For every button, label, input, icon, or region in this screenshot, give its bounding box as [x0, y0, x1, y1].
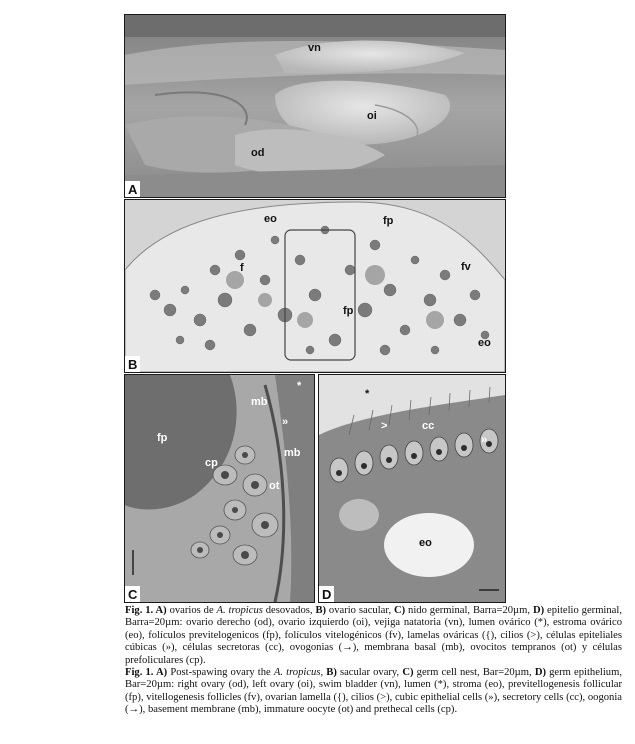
- label-fp-top: fp: [383, 215, 394, 227]
- caption-es-panel-key: A): [155, 605, 167, 616]
- caption-english: [125, 667, 622, 717]
- caption-es-panel-key: C): [393, 605, 406, 616]
- caption-en-text: ,: [320, 667, 327, 679]
- label-ot: ot: [269, 480, 280, 492]
- symbol-lumen: *: [297, 380, 302, 392]
- symbol-cilia: >: [381, 420, 388, 432]
- caption-en-text: germ cell nest, Bar=20µm,: [413, 667, 535, 679]
- panel-letter-b: B: [125, 356, 140, 372]
- caption-en-panel-key: D): [534, 667, 546, 679]
- caption-en-species-name: A. tropicus: [273, 667, 321, 679]
- caption-es-text: desovados,: [262, 605, 316, 616]
- label-vn: vn: [308, 42, 321, 54]
- caption-en-panel-key: B): [326, 667, 337, 679]
- symbol-cubic-cells: »: [481, 434, 488, 446]
- panel-b-image: [125, 200, 505, 372]
- caption-en-text: germ epithelium, Bar=20µm: right ovary (od), left ovary (oi), swim bladder (vn), lumen (*), stroma (eo), previtellogenesis follicular (fp), vitellogenesis follicles (fv), ovarian lamella ({), cilios (>), cubic epithelial cells (»), secretory cells (cc), oogonia (→), basement membrane (mb), immature oocyte (ot) and prethecal cells (cp).: [125, 667, 622, 716]
- caption-en-text: sacular ovary,: [336, 667, 403, 679]
- caption-en-text: Post-spawing ovary the: [167, 667, 274, 679]
- caption-es-panel-key: B): [315, 605, 327, 616]
- caption-en-head: Fig. 1.: [125, 667, 156, 679]
- caption-es-panel-key: D): [532, 605, 545, 616]
- label-eo-top: eo: [264, 213, 277, 225]
- panel-c-micrograph: [124, 374, 315, 603]
- panel-c-image: [125, 375, 314, 602]
- caption-es-species-name: A. tropicus: [216, 605, 263, 616]
- label-oi: oi: [367, 110, 377, 122]
- label-fp: fp: [157, 432, 168, 444]
- label-cc: cc: [422, 420, 435, 432]
- symbol-cubic-cells: »: [282, 416, 289, 428]
- caption-en-panel-key: C): [402, 667, 414, 679]
- panel-a-photo: [124, 14, 506, 198]
- caption-es-text: epitelio germinal, Barra=20µm: ovario derecho (od), ovario izquierdo (oi), vejiga natatoria (vn), lumen ovárico (*), estroma ovárico (eo), folículos previtelogenicos (fp), folículos vitelogénicos (fv), lamelas ováricas ({), cilios (>), células epiteliales cúbicas (»), células secretoras (cc), ovogonias (→), membrana basal (mb), ovocitos tempranos (ot) y células prefoliculares (cp).: [125, 605, 622, 666]
- caption-es-text: ovario sacular,: [326, 605, 394, 616]
- panel-d-micrograph: [318, 374, 506, 603]
- label-fv: fv: [461, 261, 471, 273]
- label-f: f: [240, 262, 244, 274]
- caption-spanish: [125, 605, 622, 667]
- panel-d-image: [319, 375, 505, 602]
- label-eo: eo: [419, 537, 432, 549]
- panel-b-micrograph: [124, 199, 506, 373]
- panel-letter-a: A: [125, 181, 140, 197]
- figure-caption: [125, 605, 622, 717]
- label-eo-right: eo: [478, 337, 491, 349]
- panel-letter-c: C: [125, 586, 140, 602]
- caption-es-text: nido germinal, Barra=20µm,: [405, 605, 533, 616]
- label-mb-top: mb: [251, 396, 268, 408]
- panel-letter-d: D: [319, 586, 334, 602]
- caption-es-head: Fig. 1.: [125, 605, 156, 616]
- label-cp: cp: [205, 457, 218, 469]
- caption-en-panel-key: A): [156, 667, 168, 679]
- label-fp-mid: fp: [343, 305, 354, 317]
- label-od: od: [251, 147, 265, 159]
- symbol-lumen: *: [365, 388, 370, 400]
- label-mb-right: mb: [284, 447, 301, 459]
- caption-es-text: ovarios de: [166, 605, 217, 616]
